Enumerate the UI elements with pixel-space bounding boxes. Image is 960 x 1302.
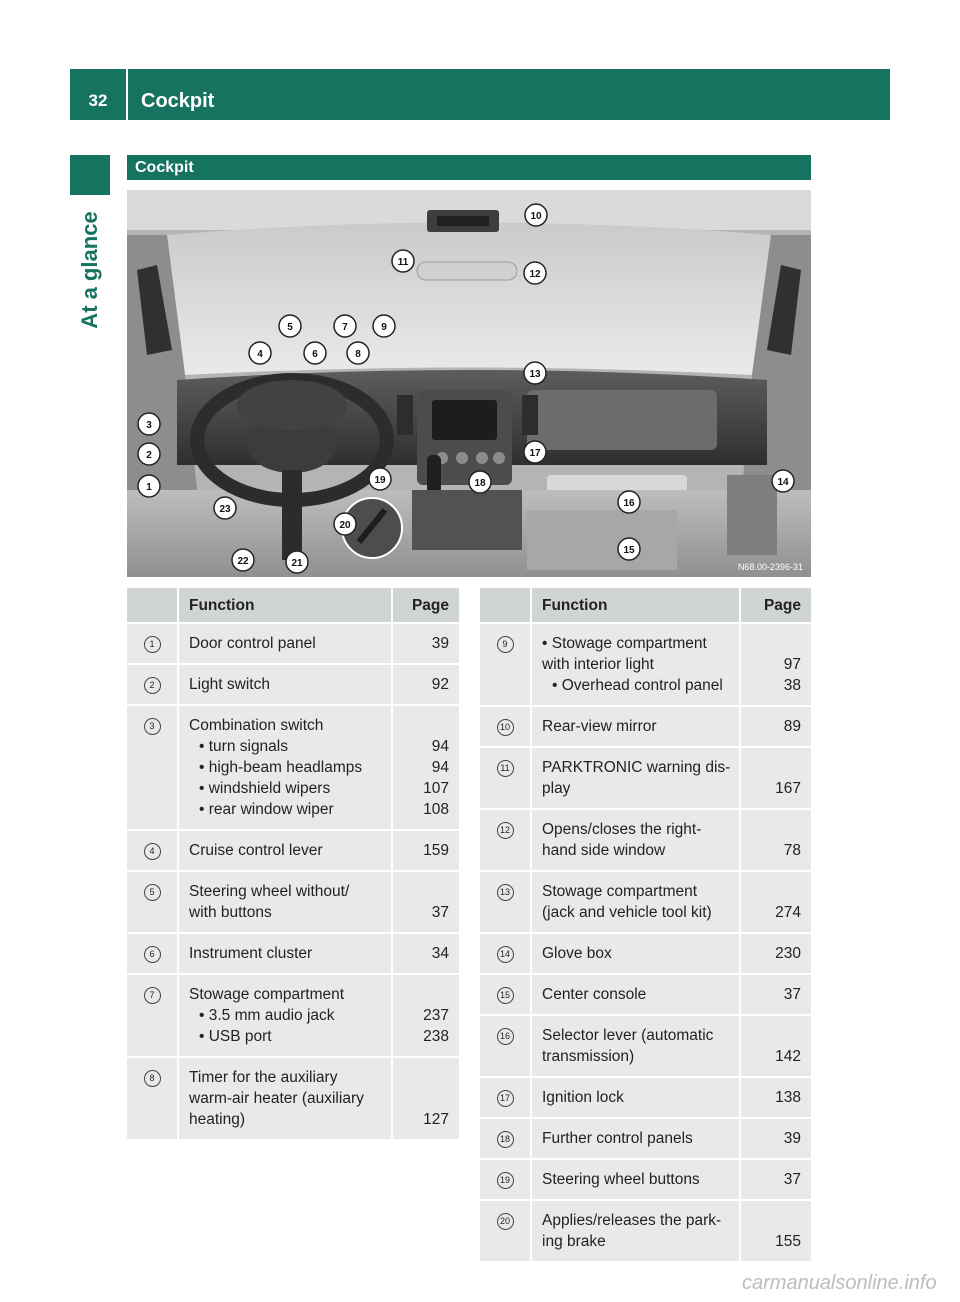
callout-label: 4	[257, 349, 263, 360]
function-cell	[178, 871, 392, 933]
page-reference: 39	[431, 635, 449, 652]
page-reference: 138	[775, 1089, 801, 1106]
header-page: Page	[392, 587, 459, 623]
callout-label: 13	[529, 369, 541, 380]
table-row	[480, 1015, 811, 1077]
table-row	[127, 664, 459, 705]
page-reference: 39	[783, 1130, 801, 1147]
callout-number: 18	[497, 1131, 514, 1148]
function-cell	[531, 1200, 740, 1261]
callout-label: 1	[146, 482, 152, 493]
table-row	[127, 705, 459, 830]
callout-number: 1	[144, 636, 161, 653]
page-reference: 159	[423, 842, 449, 859]
function-line: warm-air heater (auxiliary	[189, 1090, 364, 1107]
page-number: 32	[88, 91, 108, 110]
page-reference: 78	[783, 842, 801, 859]
callout-marker	[524, 362, 546, 384]
page-cell	[740, 747, 811, 809]
table-row	[127, 1057, 459, 1139]
callout-marker	[524, 262, 546, 284]
page-reference: 155	[775, 1233, 801, 1250]
page-reference: 94	[431, 738, 449, 755]
table-row	[480, 1118, 811, 1159]
callout-number: 6	[144, 946, 161, 963]
page-reference: 97	[783, 656, 801, 673]
function-line: • Overhead control panel	[552, 677, 723, 694]
function-cell	[178, 664, 392, 705]
page-reference: 89	[783, 718, 801, 735]
table-row	[127, 830, 459, 871]
function-line: Stowage compartment	[189, 986, 345, 1003]
row-number-cell	[127, 1057, 178, 1139]
watermark: carmanualsonline.info	[742, 1272, 937, 1294]
callout-label: 20	[339, 520, 351, 531]
row-number-cell	[480, 1200, 531, 1261]
callout-label: 12	[529, 269, 541, 280]
page-reference: 37	[431, 904, 449, 921]
page-cell	[392, 623, 459, 664]
function-line: Instrument cluster	[189, 945, 313, 962]
function-cell	[178, 933, 392, 974]
function-cell	[531, 706, 740, 747]
callout-number: 17	[497, 1090, 514, 1107]
function-line: Door control panel	[189, 635, 316, 652]
page-reference	[741, 1210, 801, 1231]
page-cell	[740, 1118, 811, 1159]
function-line: Light switch	[189, 676, 270, 693]
function-line: Combination switch	[189, 717, 324, 734]
function-line: • high-beam headlamps	[199, 759, 363, 776]
page-reference	[393, 984, 449, 1005]
row-number-cell	[480, 974, 531, 1015]
page-reference: 127	[423, 1111, 449, 1128]
table-row	[127, 871, 459, 933]
callout-marker	[249, 342, 271, 364]
callout-number: 3	[144, 718, 161, 735]
page-reference	[741, 881, 801, 902]
table-row	[480, 974, 811, 1015]
callout-marker	[138, 475, 160, 497]
header-num-cell	[127, 587, 178, 623]
callout-number: 13	[497, 884, 514, 901]
callout-marker	[373, 315, 395, 337]
callout-marker	[469, 471, 491, 493]
page-reference: 230	[775, 945, 801, 962]
page-cell	[392, 1057, 459, 1139]
callout-marker	[524, 441, 546, 463]
page-reference: 238	[423, 1028, 449, 1045]
function-line: Glove box	[542, 945, 612, 962]
callout-marker	[369, 468, 391, 490]
header-function: Function	[531, 587, 740, 623]
callout-label: 17	[529, 448, 541, 459]
function-cell	[531, 1077, 740, 1118]
page-reference	[741, 633, 801, 654]
callout-marker	[286, 551, 308, 573]
callout-number: 8	[144, 1070, 161, 1087]
row-number-cell	[127, 871, 178, 933]
page-reference: 37	[783, 986, 801, 1003]
function-line: Applies/releases the park-	[542, 1212, 722, 1229]
header-num-cell	[480, 587, 531, 623]
page-reference: 92	[431, 676, 449, 693]
function-line: Stowage compartment	[542, 883, 698, 900]
page-reference: 38	[783, 677, 801, 694]
function-line: Selector lever (automatic	[542, 1027, 714, 1044]
page-reference: 274	[775, 904, 801, 921]
callout-marker	[138, 413, 160, 435]
table-row	[480, 1159, 811, 1200]
callout-number: 5	[144, 884, 161, 901]
page-cell	[740, 933, 811, 974]
function-line: play	[542, 780, 571, 797]
table-header-row	[127, 587, 459, 623]
page-cell	[392, 705, 459, 830]
callout-marker	[279, 315, 301, 337]
row-number-cell	[127, 830, 178, 871]
callout-number: 15	[497, 987, 514, 1004]
callout-label: 8	[355, 349, 361, 360]
section-title: Cockpit	[127, 155, 811, 180]
row-number-cell	[480, 1077, 531, 1118]
callout-number: 2	[144, 677, 161, 694]
row-number-cell	[480, 623, 531, 706]
function-line: Ignition lock	[542, 1089, 624, 1106]
row-number-cell	[480, 933, 531, 974]
page-reference	[393, 881, 449, 902]
function-line: Rear-view mirror	[542, 718, 657, 735]
function-cell	[531, 1159, 740, 1200]
callout-label: 5	[287, 322, 293, 333]
function-line: • windshield wipers	[199, 780, 331, 797]
sidebar-marker	[70, 155, 110, 195]
table-row	[480, 1200, 811, 1261]
page-reference	[393, 1067, 449, 1088]
page-cell	[740, 809, 811, 871]
function-line: • Stowage compartment	[542, 635, 707, 652]
page-reference: 34	[431, 945, 449, 962]
page-reference: 237	[423, 1007, 449, 1024]
page-cell	[392, 664, 459, 705]
callout-number: 14	[497, 946, 514, 963]
function-line: transmission)	[542, 1048, 635, 1065]
page-reference	[741, 1025, 801, 1046]
function-line: • USB port	[199, 1028, 272, 1045]
function-cell	[531, 933, 740, 974]
row-number-cell	[480, 1159, 531, 1200]
function-cell	[531, 1118, 740, 1159]
page-reference: 107	[423, 780, 449, 797]
page-reference: 108	[423, 801, 449, 818]
page-cell	[392, 974, 459, 1057]
callout-number: 16	[497, 1028, 514, 1045]
function-line: • 3.5 mm audio jack	[199, 1007, 335, 1024]
table-row	[127, 974, 459, 1057]
chapter-title: Cockpit	[141, 90, 215, 112]
table-row	[480, 623, 811, 706]
function-line: • turn signals	[199, 738, 288, 755]
function-cell	[531, 871, 740, 933]
function-line: (jack and vehicle tool kit)	[542, 904, 712, 921]
callout-label: 23	[219, 504, 231, 515]
function-line: • rear window wiper	[199, 801, 334, 818]
table-row	[480, 706, 811, 747]
row-number-cell	[480, 871, 531, 933]
function-cell	[531, 747, 740, 809]
page-cell	[740, 623, 811, 706]
row-number-cell	[127, 933, 178, 974]
function-line: Steering wheel without/	[189, 883, 350, 900]
function-line: Steering wheel buttons	[542, 1171, 700, 1188]
function-cell	[178, 623, 392, 664]
function-cell	[531, 974, 740, 1015]
page-cell	[740, 1200, 811, 1261]
cockpit-photo	[127, 190, 811, 577]
callout-label: 10	[530, 211, 542, 222]
callout-label: 15	[623, 545, 635, 556]
callout-label: 19	[374, 475, 386, 486]
callout-number: 12	[497, 822, 514, 839]
row-number-cell	[127, 974, 178, 1057]
table-row	[480, 809, 811, 871]
table-row	[127, 623, 459, 664]
row-number-cell	[480, 1015, 531, 1077]
page-cell	[740, 1077, 811, 1118]
callout-label: 9	[381, 322, 387, 333]
callout-label: 2	[146, 450, 152, 461]
row-number-cell	[127, 664, 178, 705]
callout-number: 19	[497, 1172, 514, 1189]
sidebar-label: At a glance	[77, 211, 102, 329]
header-page: Page	[740, 587, 811, 623]
function-cell	[178, 705, 392, 830]
page-cell	[392, 933, 459, 974]
callout-marker	[334, 315, 356, 337]
function-line: Timer for the auxiliary	[189, 1069, 338, 1086]
table-row	[480, 871, 811, 933]
function-line: hand side window	[542, 842, 666, 859]
page-cell	[740, 871, 811, 933]
page-reference: 94	[431, 759, 449, 776]
page-cell	[740, 1159, 811, 1200]
row-number-cell	[480, 747, 531, 809]
page-cell	[740, 1015, 811, 1077]
function-cell	[531, 1015, 740, 1077]
callout-marker	[772, 470, 794, 492]
callout-label: 11	[397, 257, 409, 268]
function-line: with interior light	[542, 656, 654, 673]
callout-label: 3	[146, 420, 152, 431]
callout-marker	[618, 538, 640, 560]
callout-number: 11	[497, 760, 514, 777]
row-number-cell	[127, 705, 178, 830]
function-line: Center console	[542, 986, 647, 1003]
function-line: with buttons	[189, 904, 272, 921]
function-cell	[531, 623, 740, 706]
page-cell	[740, 706, 811, 747]
function-table-right	[480, 586, 811, 1261]
callout-marker	[618, 491, 640, 513]
callout-label: 22	[237, 556, 249, 567]
function-table-left	[127, 586, 459, 1139]
callout-label: 16	[623, 498, 635, 509]
callout-marker	[392, 250, 414, 272]
function-line: Further control panels	[542, 1130, 693, 1147]
callout-label: 6	[312, 349, 318, 360]
function-line: Cruise control lever	[189, 842, 323, 859]
callout-number: 4	[144, 843, 161, 860]
callout-number: 9	[497, 636, 514, 653]
callout-marker	[525, 204, 547, 226]
callout-label: 14	[777, 477, 789, 488]
function-line: PARKTRONIC warning dis-	[542, 759, 731, 776]
function-line: Opens/closes the right-	[542, 821, 702, 838]
function-cell	[178, 1057, 392, 1139]
page-cell	[740, 974, 811, 1015]
callout-number: 7	[144, 987, 161, 1004]
function-line: heating)	[189, 1111, 246, 1128]
callout-label: 21	[291, 558, 303, 569]
page-reference: 167	[775, 780, 801, 797]
callout-marker	[232, 549, 254, 571]
table-row	[480, 933, 811, 974]
image-reference-code: N68.00-2396-31	[737, 562, 803, 572]
page-reference	[741, 757, 801, 778]
header-divider	[126, 69, 128, 120]
callout-marker	[304, 342, 326, 364]
callout-marker	[347, 342, 369, 364]
table-row	[480, 1077, 811, 1118]
page-reference	[393, 1088, 449, 1109]
page-reference	[393, 715, 449, 736]
table-row	[127, 933, 459, 974]
row-number-cell	[480, 1118, 531, 1159]
table-row	[480, 747, 811, 809]
page-reference: 142	[775, 1048, 801, 1065]
page-reference: 37	[783, 1171, 801, 1188]
row-number-cell	[480, 809, 531, 871]
callout-marker	[138, 443, 160, 465]
function-line: ing brake	[542, 1233, 606, 1250]
table-header-row	[480, 587, 811, 623]
callout-label: 18	[474, 478, 486, 489]
row-number-cell	[480, 706, 531, 747]
page-cell	[392, 830, 459, 871]
callout-marker	[214, 497, 236, 519]
function-cell	[178, 830, 392, 871]
function-cell	[178, 974, 392, 1057]
header-function: Function	[178, 587, 392, 623]
function-cell	[531, 809, 740, 871]
callout-number: 20	[497, 1213, 514, 1230]
callout-label: 7	[342, 322, 348, 333]
page-cell	[392, 871, 459, 933]
callout-marker	[334, 513, 356, 535]
callout-number: 10	[497, 719, 514, 736]
row-number-cell	[127, 623, 178, 664]
page-reference	[741, 819, 801, 840]
